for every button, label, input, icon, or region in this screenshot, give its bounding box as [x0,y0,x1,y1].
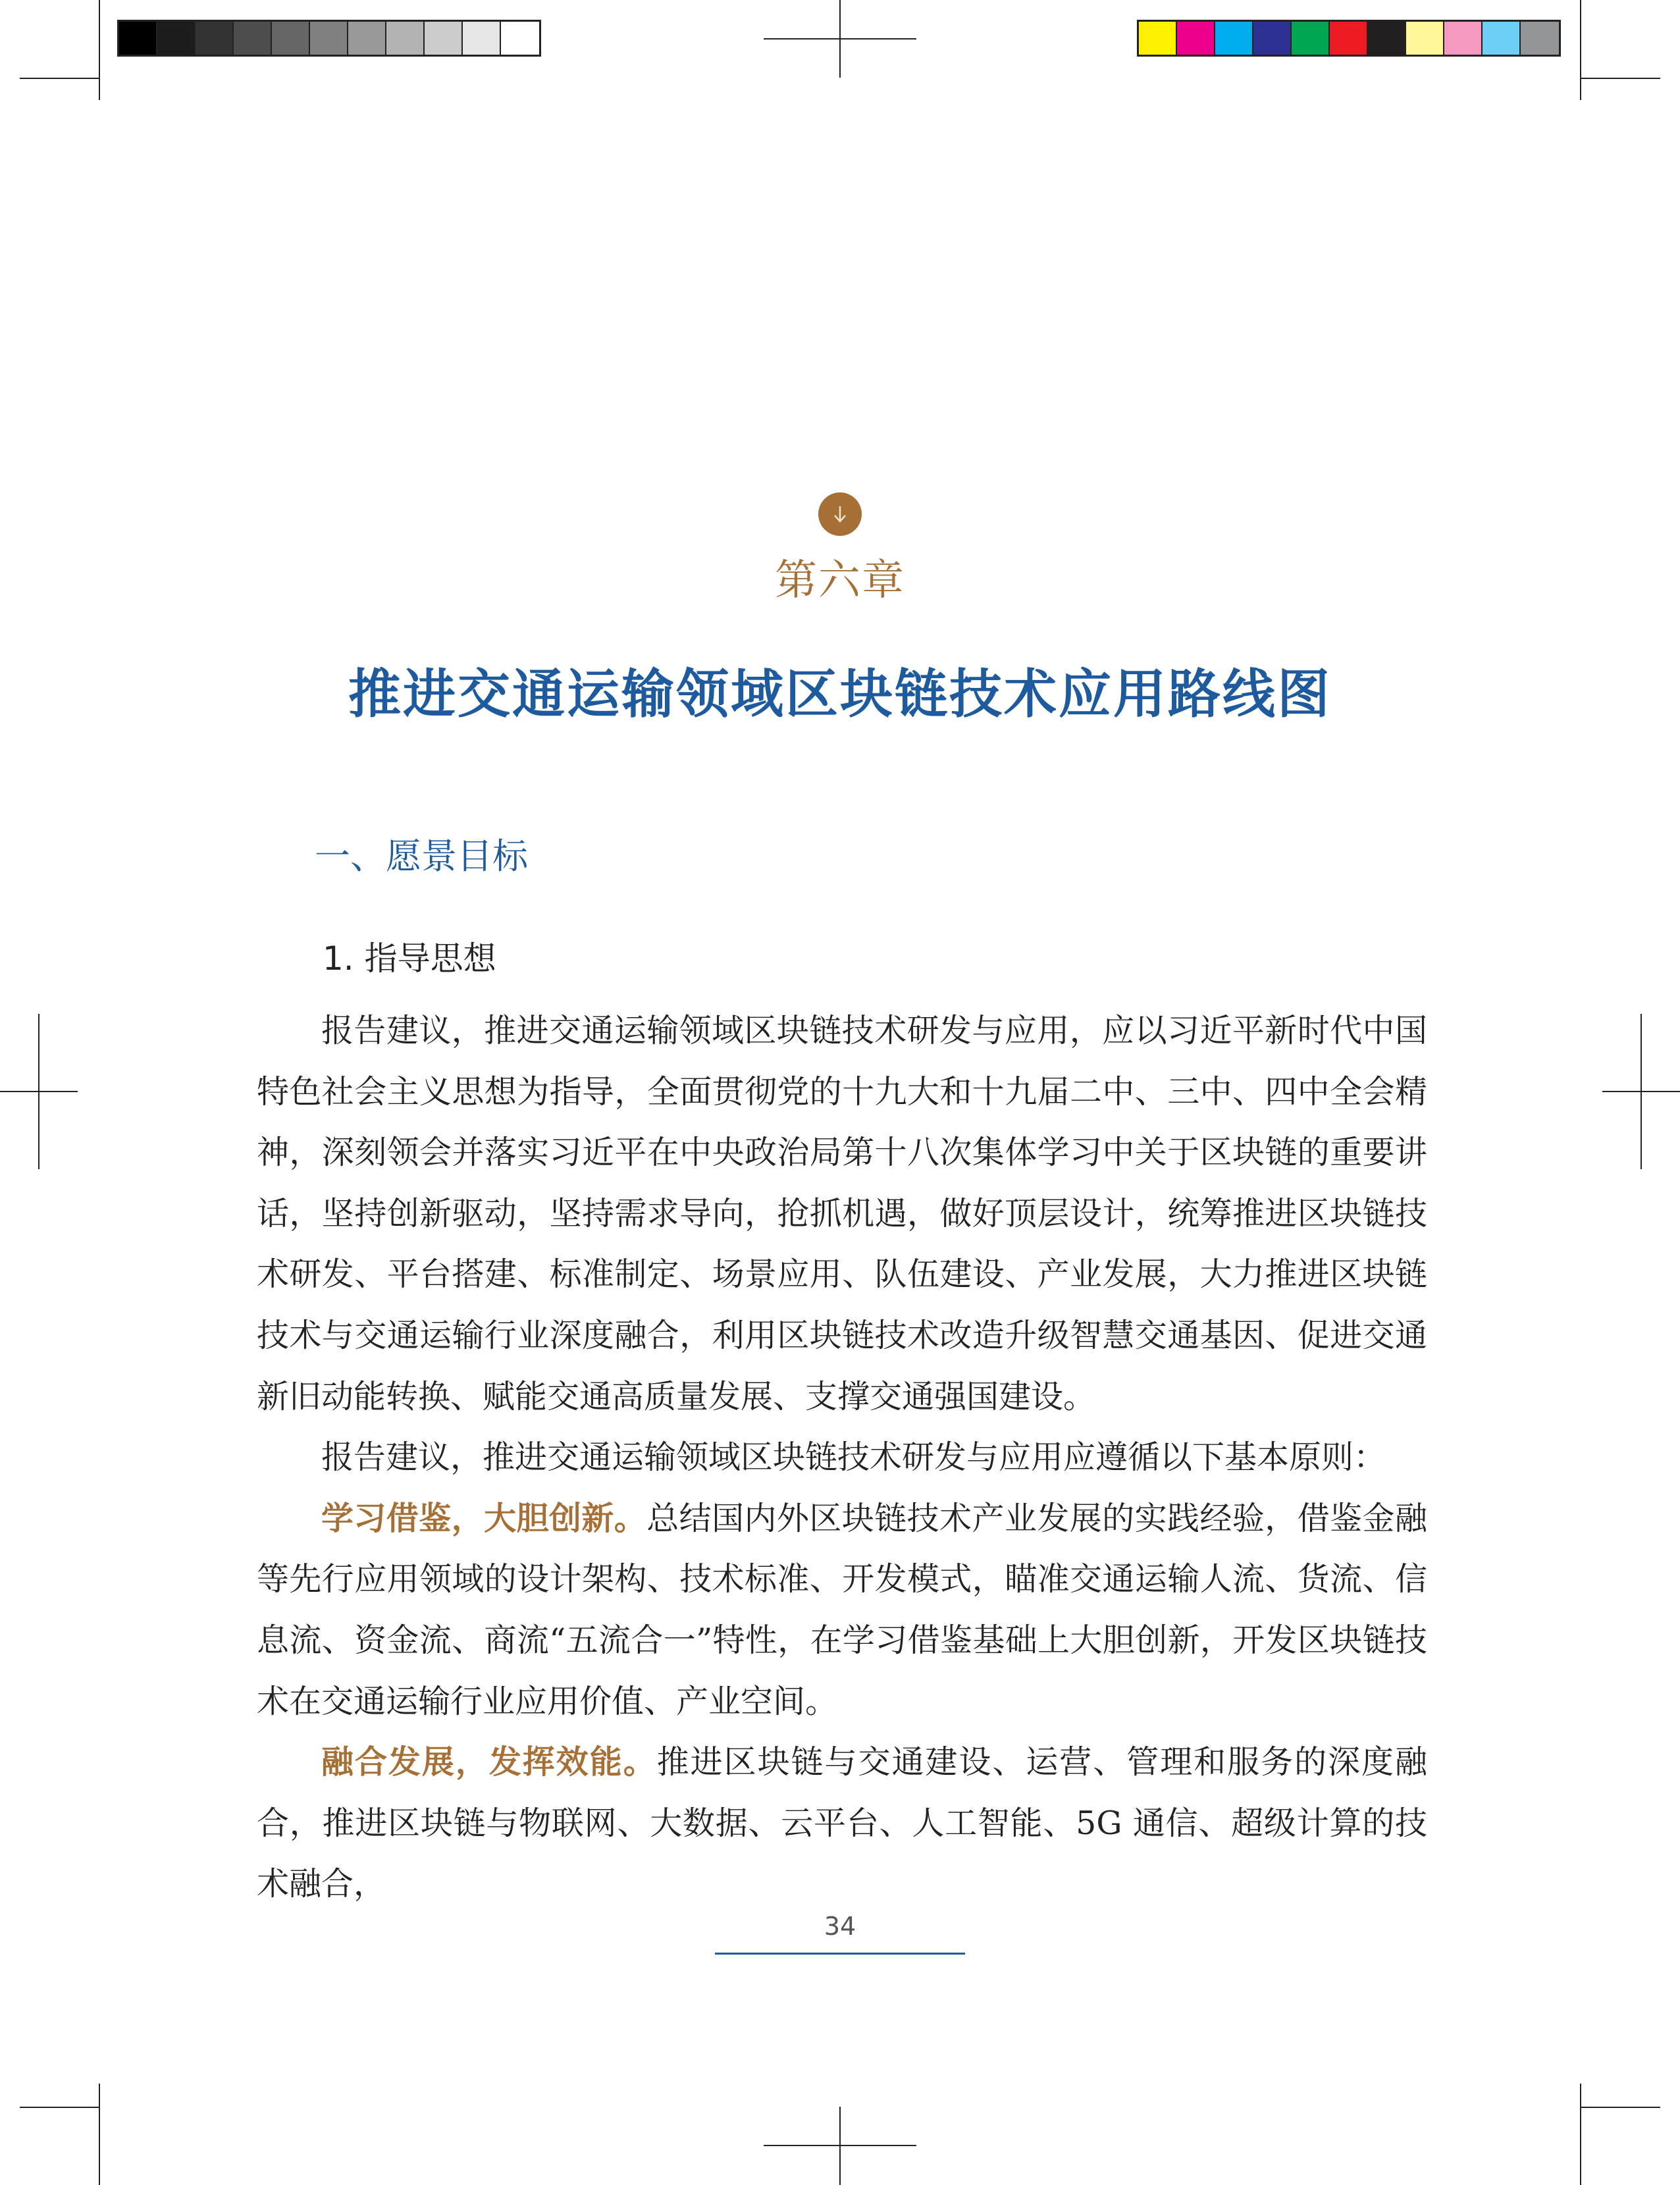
color-swatch [1253,22,1292,55]
body-text [257,1001,1427,1915]
principle-text-learn: 总结国内外区块链技术产业发展的实践经验，借鉴金融等先行应用领域的设计架构、技术标准、开发模式，瞄准交通运输人流、货流、信息流、资金流、商流“五流合一”特性，在学习借鉴基础上大胆创新，开发区块链技术在交通运输行业应用价值、产业空间。 [257,1499,1427,1720]
grayscale-swatch [386,22,425,55]
principle-text-integrate: 推进区块链与交通建设、运营、管理和服务的深度融合，推进区块链与物联网、大数据、云平台、人工智能、5G 通信、超级计算的技术融合， [257,1743,1427,1903]
grayscale-swatch [348,22,386,55]
grayscale-swatch [463,22,501,55]
chapter-label: 第六章 [775,556,905,605]
color-swatch [1215,22,1253,55]
sub-heading: 1. 指导思想 [323,939,496,978]
grayscale-swatch [501,22,539,55]
color-swatch [1292,22,1330,55]
color-swatch [1139,22,1177,55]
principle-title-integrate: 融合发展，发挥效能。 [321,1743,657,1781]
paragraph-principle-integrate [257,1732,1427,1915]
section-heading: 一、愿景目标 [315,835,528,877]
grayscale-swatch [272,22,310,55]
grayscale-swatch [425,22,463,55]
paragraph-principle-learn [257,1488,1427,1732]
grayscale-swatch [310,22,348,55]
page-number-rule [715,1953,965,1955]
grayscale-swatch [157,22,196,55]
color-swatch [1521,22,1559,55]
paragraph-principles-intro: 报告建议，推进交通运输领域区块链技术研发与应用应遵循以下基本原则： [321,1438,1386,1477]
principle-title-learn: 学习借鉴，大胆创新。 [321,1499,647,1537]
down-arrow-icon [818,492,862,536]
paragraph-guiding-thought: 报告建议，推进交通运输领域区块链技术研发与应用，应以习近平新时代中国特色社会主义思想为指导，全面贯彻党的十九大和十九届二中、三中、四中全会精神，深刻领会并落实习近平在中央政治局第十八次集体学习中关于区块链的重要讲话，坚持创新驱动，坚持需求导向，抢抓机遇，做好顶层设计，统筹推进区块链技术研发、平台搭建、标准制定、场景应用、队伍建设、产业发展，大力推进区块链技术与交通运输行业深度融合，利用区块链技术改造升级智慧交通基因、促进交通新旧动能转换、赋能交通高质量发展、支撑交通强国建设。 [257,1012,1427,1415]
color-swatch [1483,22,1521,55]
chapter-title: 推进交通运输领域区块链技术应用路线图 [348,664,1332,725]
grayscale-calibration-bar [117,20,541,57]
grayscale-swatch [234,22,272,55]
page-number: 34 [824,1912,856,1941]
color-swatch [1444,22,1483,55]
color-swatch [1177,22,1215,55]
color-swatch [1368,22,1406,55]
color-swatch [1330,22,1368,55]
color-calibration-bar [1137,20,1561,57]
grayscale-swatch [119,22,157,55]
color-swatch [1406,22,1444,55]
grayscale-swatch [196,22,234,55]
